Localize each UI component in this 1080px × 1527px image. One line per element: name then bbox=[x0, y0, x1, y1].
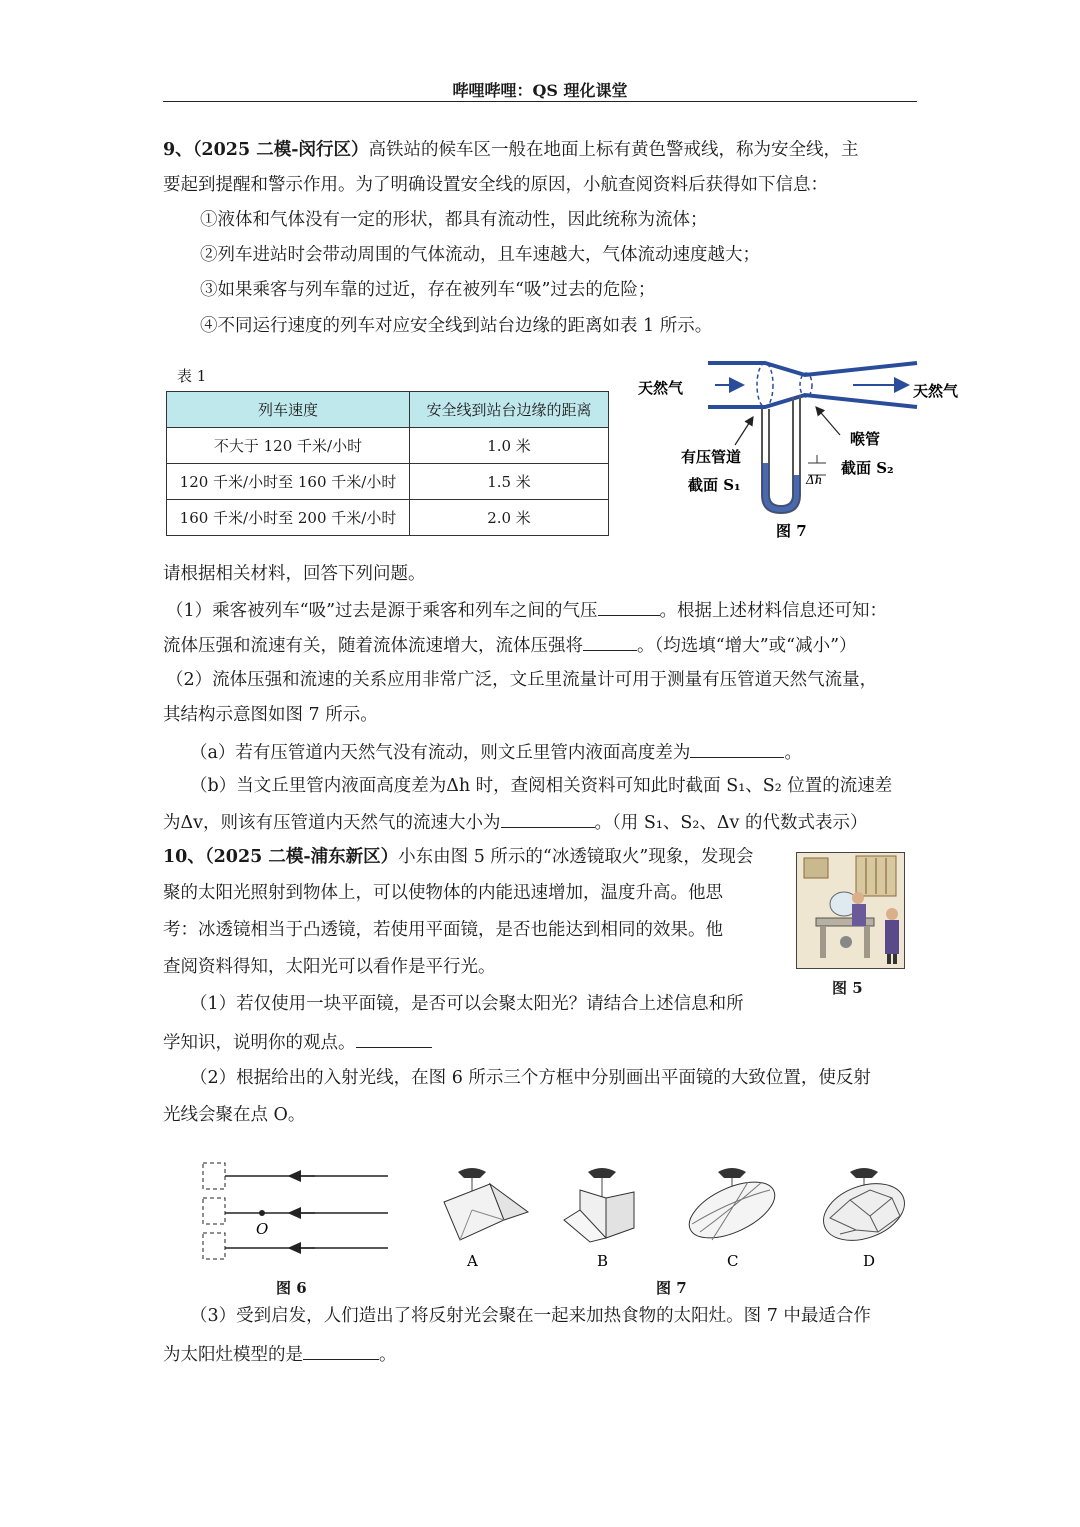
q9-part1-text-d: 。（均选填“增大”或“减小”） bbox=[637, 636, 857, 656]
table-cell: 1.5 米 bbox=[410, 464, 609, 500]
option-a-model bbox=[444, 1168, 528, 1240]
option-b-label: B bbox=[597, 1252, 609, 1270]
q10-intro-1: 小东由图 5 所示的“冰透镜取火”现象，发现会 bbox=[398, 847, 754, 867]
option-d-model bbox=[816, 1168, 910, 1251]
page-header: 哔哩哔哩：QS 理化课堂 bbox=[452, 81, 628, 100]
fig5-ice-lens-illustration bbox=[796, 852, 906, 970]
table-cell: 160 千米/小时至 200 千米/小时 bbox=[167, 500, 410, 536]
q9-number: 9、 bbox=[163, 140, 193, 160]
fig7-solar-caption: 图 7 bbox=[656, 1279, 687, 1297]
option-a-label: A bbox=[467, 1252, 478, 1270]
q9-part-a-blank[interactable] bbox=[690, 739, 784, 758]
table-cell: 120 千米/小时至 160 千米/小时 bbox=[167, 464, 410, 500]
s1-pointer bbox=[735, 417, 753, 445]
table-header-distance: 安全线到站台边缘的距离 bbox=[410, 392, 609, 428]
focal-point-o bbox=[259, 1210, 265, 1216]
q9-part1-text-c: 流体压强和流速有关，随着流体流速增大，流体压强将 bbox=[163, 636, 583, 656]
q10-part1-blank[interactable] bbox=[356, 1029, 432, 1048]
table-row bbox=[167, 500, 609, 536]
venturi-diagram bbox=[630, 355, 970, 545]
q9-intro-1: 高铁站的候车区一般在地面上标有黄色警戒线，称为安全线，主 bbox=[368, 140, 859, 160]
pipe-bottom-wall bbox=[708, 395, 917, 407]
table-header-speed: 列车速度 bbox=[167, 392, 410, 428]
mirror-box-bottom bbox=[203, 1233, 225, 1259]
throat-label: 喉管 bbox=[850, 430, 881, 448]
option-c-label: C bbox=[727, 1252, 739, 1270]
q9-part1-line-2 bbox=[163, 632, 857, 658]
throat-section-label: 截面 S₂ bbox=[841, 459, 894, 477]
q10-source: （2025 二模-浦东新区） bbox=[204, 847, 399, 867]
gas-out-label: 天然气 bbox=[913, 382, 959, 400]
fig7-solar-cooker-options bbox=[430, 1160, 910, 1270]
gas-in-label: 天然气 bbox=[638, 379, 684, 397]
q9-part1-line-1 bbox=[166, 597, 887, 623]
q9-prompt: 请根据相关材料，回答下列问题。 bbox=[163, 564, 426, 584]
q9-info-4: ④不同运行速度的列车对应安全线到站台边缘的距离如表 1 所示。 bbox=[200, 316, 713, 336]
q9-part-a-text: （a）若有压管道内天然气没有流动，则文丘里管内液面高度差为 bbox=[190, 743, 691, 763]
q9-info-2: ②列车进站时会带动周围的气体流动，且车速越大，气体流动速度越大； bbox=[200, 245, 760, 265]
q9-source: （2025 二模-闵行区） bbox=[192, 140, 369, 160]
q10-part3-blank[interactable] bbox=[303, 1341, 379, 1360]
q9-part-b-line-2 bbox=[163, 809, 867, 835]
fig6-parallel-rays-diagram bbox=[195, 1158, 395, 1268]
table-row bbox=[167, 428, 609, 464]
q10-number: 10、 bbox=[163, 847, 205, 867]
q10-part1-line-1: （1）若仅使用一块平面镜，是否可以会聚太阳光？请结合上述信息和所 bbox=[190, 994, 744, 1014]
q10-part3-line-1: （3）受到启发，人们造出了将反射光会聚在一起来加热食物的太阳灶。图 7 中最适合作 bbox=[190, 1306, 871, 1326]
point-o-label: O bbox=[256, 1220, 269, 1238]
q9-part-b-end: 。（用 S₁、S₂、Δv 的代数式表示） bbox=[594, 813, 868, 833]
q10-part3-line-2 bbox=[163, 1341, 397, 1367]
q9-part-b-blank[interactable] bbox=[501, 809, 595, 828]
q9-info-3: ③如果乘客与列车靠的过近，存在被列车“吸”过去的危险； bbox=[200, 280, 656, 300]
q9-part2-line-1: （2）流体压强和流速的关系应用非常广泛，文丘里流量计可用于测量有压管道天然气流量， bbox=[166, 670, 878, 690]
option-d-label: D bbox=[863, 1252, 876, 1270]
s2-pointer bbox=[816, 407, 840, 435]
q10-part1-line-2 bbox=[163, 1029, 432, 1055]
q9-part-b-line-1: （b）当文丘里管内液面高度差为Δh 时，查阅相关资料可知此时截面 S₁、S₂ 位置的流速差 bbox=[190, 776, 893, 796]
q9-part1-text-a: （1）乘客被列车“吸”过去是源于乘客和列车之间的气压 bbox=[166, 601, 598, 621]
option-c-model bbox=[681, 1168, 783, 1249]
q9-part1-blank-1[interactable] bbox=[598, 597, 660, 616]
table-cell: 2.0 米 bbox=[410, 500, 609, 536]
q9-intro-2: 要起到提醒和警示作用。为了明确设置安全线的原因，小航查阅资料后获得如下信息： bbox=[163, 175, 828, 195]
delta-h-label: Δh bbox=[806, 473, 823, 487]
q9-part1-text-b: 。根据上述材料信息还可知： bbox=[659, 601, 888, 621]
mirror-box-middle bbox=[203, 1198, 225, 1224]
fig7-caption: 图 7 bbox=[776, 522, 807, 540]
table-header-row bbox=[167, 392, 609, 428]
table1-caption: 表 1 bbox=[177, 367, 207, 385]
pipe-top-wall bbox=[708, 363, 917, 375]
q9-part-a-end: 。 bbox=[784, 743, 802, 763]
header-rule bbox=[163, 101, 917, 102]
mirror-box-top bbox=[203, 1163, 225, 1189]
pipe-section-label: 截面 S₁ bbox=[688, 476, 741, 494]
q9-part1-blank-2[interactable] bbox=[583, 632, 637, 651]
q9-part-b-text: 为Δv，则该有压管道内天然气的流速大小为 bbox=[163, 813, 501, 833]
q9-info-1: ①液体和气体没有一定的形状，都具有流动性，因此统称为流体； bbox=[200, 210, 708, 230]
q10-intro-3: 考：冰透镜相当于凸透镜，若使用平面镜，是否也能达到相同的效果。他 bbox=[163, 920, 723, 940]
option-b-model bbox=[564, 1168, 634, 1242]
q10-intro-2: 聚的太阳光照射到物体上，可以使物体的内能迅速增加，温度升高。他思 bbox=[163, 883, 723, 903]
section-s1-dashed bbox=[757, 363, 773, 407]
table-row bbox=[167, 464, 609, 500]
fig5-caption: 图 5 bbox=[832, 979, 863, 997]
table-cell: 1.0 米 bbox=[410, 428, 609, 464]
q10-part3-text: 为太阳灶模型的是 bbox=[163, 1345, 303, 1365]
q10-intro-line-1 bbox=[163, 845, 753, 869]
fig6-caption: 图 6 bbox=[276, 1279, 307, 1297]
table1 bbox=[166, 391, 609, 536]
pipe-label: 有压管道 bbox=[681, 448, 742, 466]
q10-part2-line-2: 光线会聚在点 O。 bbox=[163, 1105, 306, 1125]
q10-part1-text: 学知识，说明你的观点。 bbox=[163, 1033, 356, 1053]
q9-part-a bbox=[190, 739, 802, 765]
table-cell: 不大于 120 千米/小时 bbox=[167, 428, 410, 464]
q10-intro-4: 查阅资料得知，太阳光可以看作是平行光。 bbox=[163, 957, 496, 977]
q10-part3-end: 。 bbox=[379, 1345, 397, 1365]
q9-part2-line-2: 其结构示意图如图 7 所示。 bbox=[163, 705, 378, 725]
q10-part2-line-1: （2）根据给出的入射光线，在图 6 所示三个方框中分别画出平面镜的大致位置，使反射 bbox=[190, 1068, 871, 1088]
q9-intro-line-1 bbox=[163, 138, 859, 162]
